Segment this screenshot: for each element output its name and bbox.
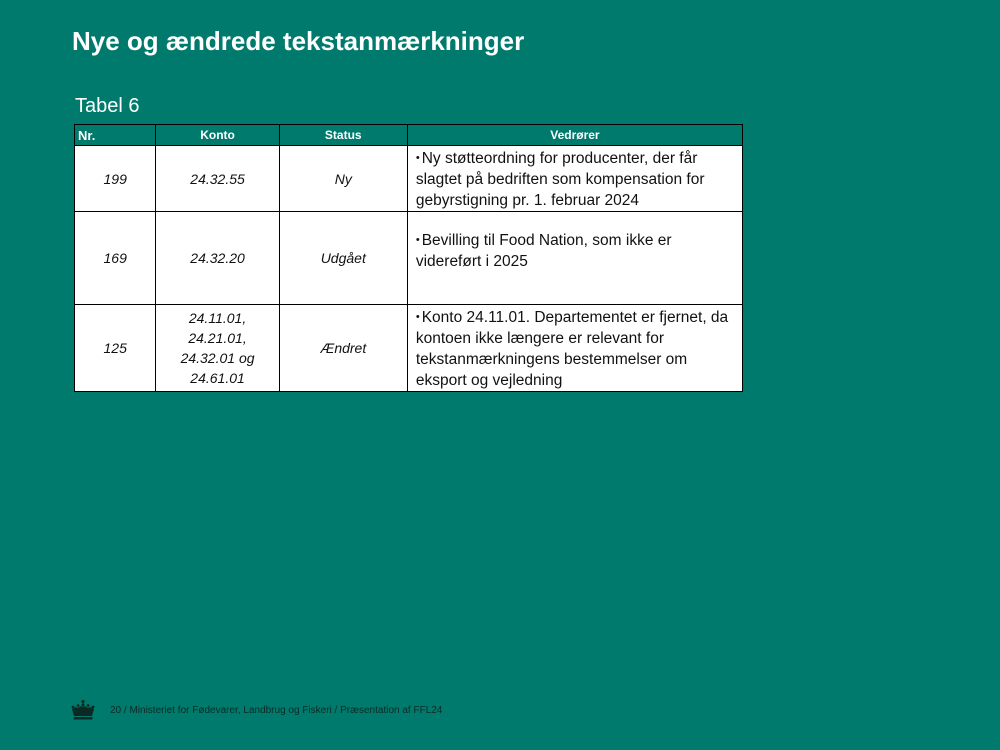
bullet-icon: •	[415, 152, 420, 164]
cell-nr: 199	[75, 146, 156, 212]
vedrorer-text: Konto 24.11.01. Departementet er fjernet, da kontoen ikke længere er relevant for tekstanmærkningens bestemmelser om eksport og vejledning	[415, 309, 729, 389]
bullet-icon: •	[415, 234, 420, 246]
crown-icon	[70, 699, 96, 721]
cell-status: Ny	[279, 146, 407, 212]
konto-line: 24.61.01	[190, 370, 245, 386]
header-nr: Nr.	[75, 125, 156, 146]
table-header-row	[75, 125, 743, 146]
konto-line: 24.11.01,	[188, 310, 247, 326]
konto-line: 24.32.55	[190, 170, 245, 187]
cell-konto	[156, 305, 279, 392]
cell-konto	[156, 146, 279, 212]
table-caption: Tabel 6	[75, 95, 140, 117]
slide-title: Nye og ændrede tekstanmærkninger	[72, 26, 525, 56]
table-row	[75, 146, 743, 212]
cell-nr: 125	[75, 305, 156, 392]
annotations-table	[74, 124, 743, 392]
cell-vedrorer	[407, 212, 742, 305]
konto-line: 24.32.01 og	[180, 350, 255, 366]
table-row	[75, 305, 743, 392]
cell-konto	[156, 212, 279, 305]
vedrorer-text: Bevilling til Food Nation, som ikke er videreført i 2025	[415, 232, 672, 270]
cell-nr: 169	[75, 212, 156, 305]
header-vedrorer: Vedrører	[407, 125, 742, 146]
slide-footer	[70, 699, 442, 721]
cell-status: Udgået	[279, 212, 407, 305]
header-konto: Konto	[156, 125, 279, 146]
footer-text: 20 / Ministeriet for Fødevarer, Landbrug og Fiskeri / Præsentation af FFL24	[110, 704, 443, 716]
vedrorer-text: Ny støtteordning for producenter, der får slagtet på bedriften som kompensation for gebyrstigning pr. 1. februar 2024	[415, 150, 705, 209]
table-row	[75, 212, 743, 305]
cell-status: Ændret	[279, 305, 407, 392]
cell-vedrorer	[407, 146, 742, 212]
bullet-icon: •	[415, 311, 420, 323]
konto-line: 24.32.20	[190, 250, 245, 266]
cell-vedrorer	[407, 305, 742, 392]
header-status: Status	[279, 125, 407, 146]
konto-line: 24.21.01,	[188, 330, 247, 346]
